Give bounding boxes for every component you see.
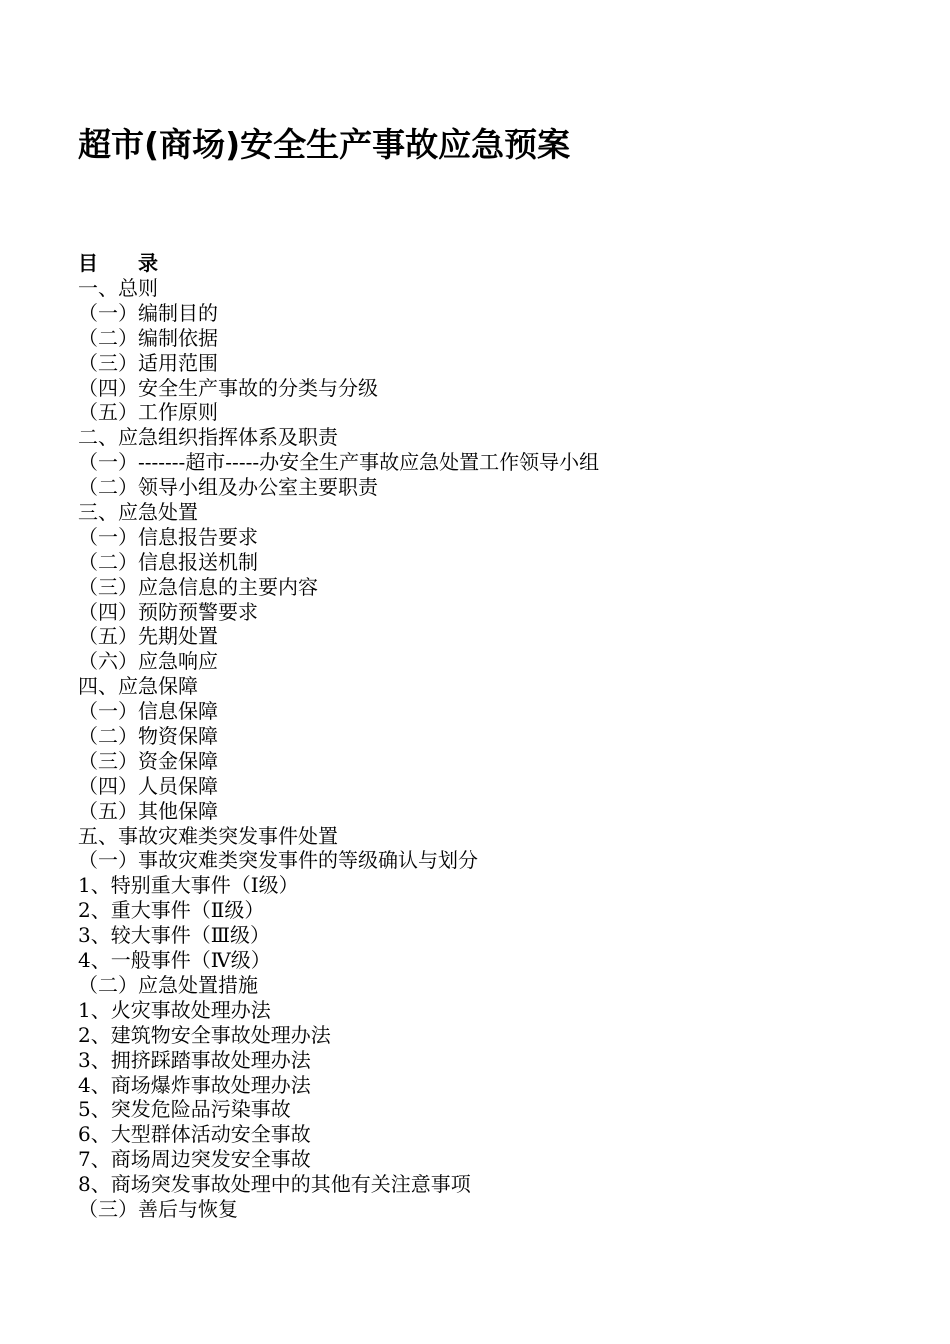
toc-item: 8、商场突发事故处理中的其他有关注意事项 xyxy=(78,1172,471,1197)
toc-item: （三）适用范围 xyxy=(78,350,218,375)
toc-item: 2、重大事件（Ⅱ级） xyxy=(78,898,265,923)
toc-item: （二）领导小组及办公室主要职责 xyxy=(78,475,378,500)
toc-item: 2、建筑物安全事故处理办法 xyxy=(78,1022,331,1047)
toc-item: 5、突发危险品污染事故 xyxy=(78,1097,291,1122)
toc-item: 1、火灾事故处理办法 xyxy=(78,997,271,1022)
toc-item: 三、应急处置 xyxy=(78,500,198,525)
toc-item: （一）事故灾难类突发事件的等级确认与划分 xyxy=(78,848,478,873)
toc-item: （四）人员保障 xyxy=(78,773,218,798)
toc-item: （三）资金保障 xyxy=(78,748,218,773)
toc-item: 7、商场周边突发安全事故 xyxy=(78,1147,311,1172)
toc-item: 3、较大事件（Ⅲ级） xyxy=(78,923,271,948)
toc-item: （五）其他保障 xyxy=(78,798,218,823)
toc-item: 6、大型群体活动安全事故 xyxy=(78,1122,311,1147)
toc-item: 4、商场爆炸事故处理办法 xyxy=(78,1072,311,1097)
toc-item: （一）-------超市-----办安全生产事故应急处置工作领导小组 xyxy=(78,450,600,475)
toc-item: 五、事故灾难类突发事件处置 xyxy=(78,823,338,848)
toc-item: （四）安全生产事故的分类与分级 xyxy=(78,375,378,400)
toc-heading: 目 录 xyxy=(78,251,158,275)
toc-item: （二）编制依据 xyxy=(78,325,218,350)
toc-item: （六）应急响应 xyxy=(78,649,218,674)
toc-item: （一）编制目的 xyxy=(78,300,218,325)
toc-item: 二、应急组织指挥体系及职责 xyxy=(78,425,338,450)
toc-item: 3、拥挤踩踏事故处理办法 xyxy=(78,1047,311,1072)
toc-item: （二）应急处置措施 xyxy=(78,972,258,997)
toc-item: （三）应急信息的主要内容 xyxy=(78,574,318,599)
table-of-contents xyxy=(78,251,918,1222)
toc-item: （二）信息报送机制 xyxy=(78,549,258,574)
toc-item: （五）工作原则 xyxy=(78,400,218,425)
toc-item: （一）信息报告要求 xyxy=(78,524,258,549)
toc-item: 4、一般事件（Ⅳ级） xyxy=(78,948,271,973)
toc-item: （五）先期处置 xyxy=(78,624,218,649)
toc-item: （四）预防预警要求 xyxy=(78,599,258,624)
toc-item: 四、应急保障 xyxy=(78,674,198,699)
toc-item: 1、特别重大事件（Ⅰ级） xyxy=(78,873,299,898)
toc-item: 一、总则 xyxy=(78,276,158,300)
toc-item: （一）信息保障 xyxy=(78,699,218,724)
document-title: 超市(商场)安全生产事故应急预案 xyxy=(78,125,571,164)
toc-item: （三）善后与恢复 xyxy=(78,1196,238,1221)
toc-item: （二）物资保障 xyxy=(78,724,218,749)
